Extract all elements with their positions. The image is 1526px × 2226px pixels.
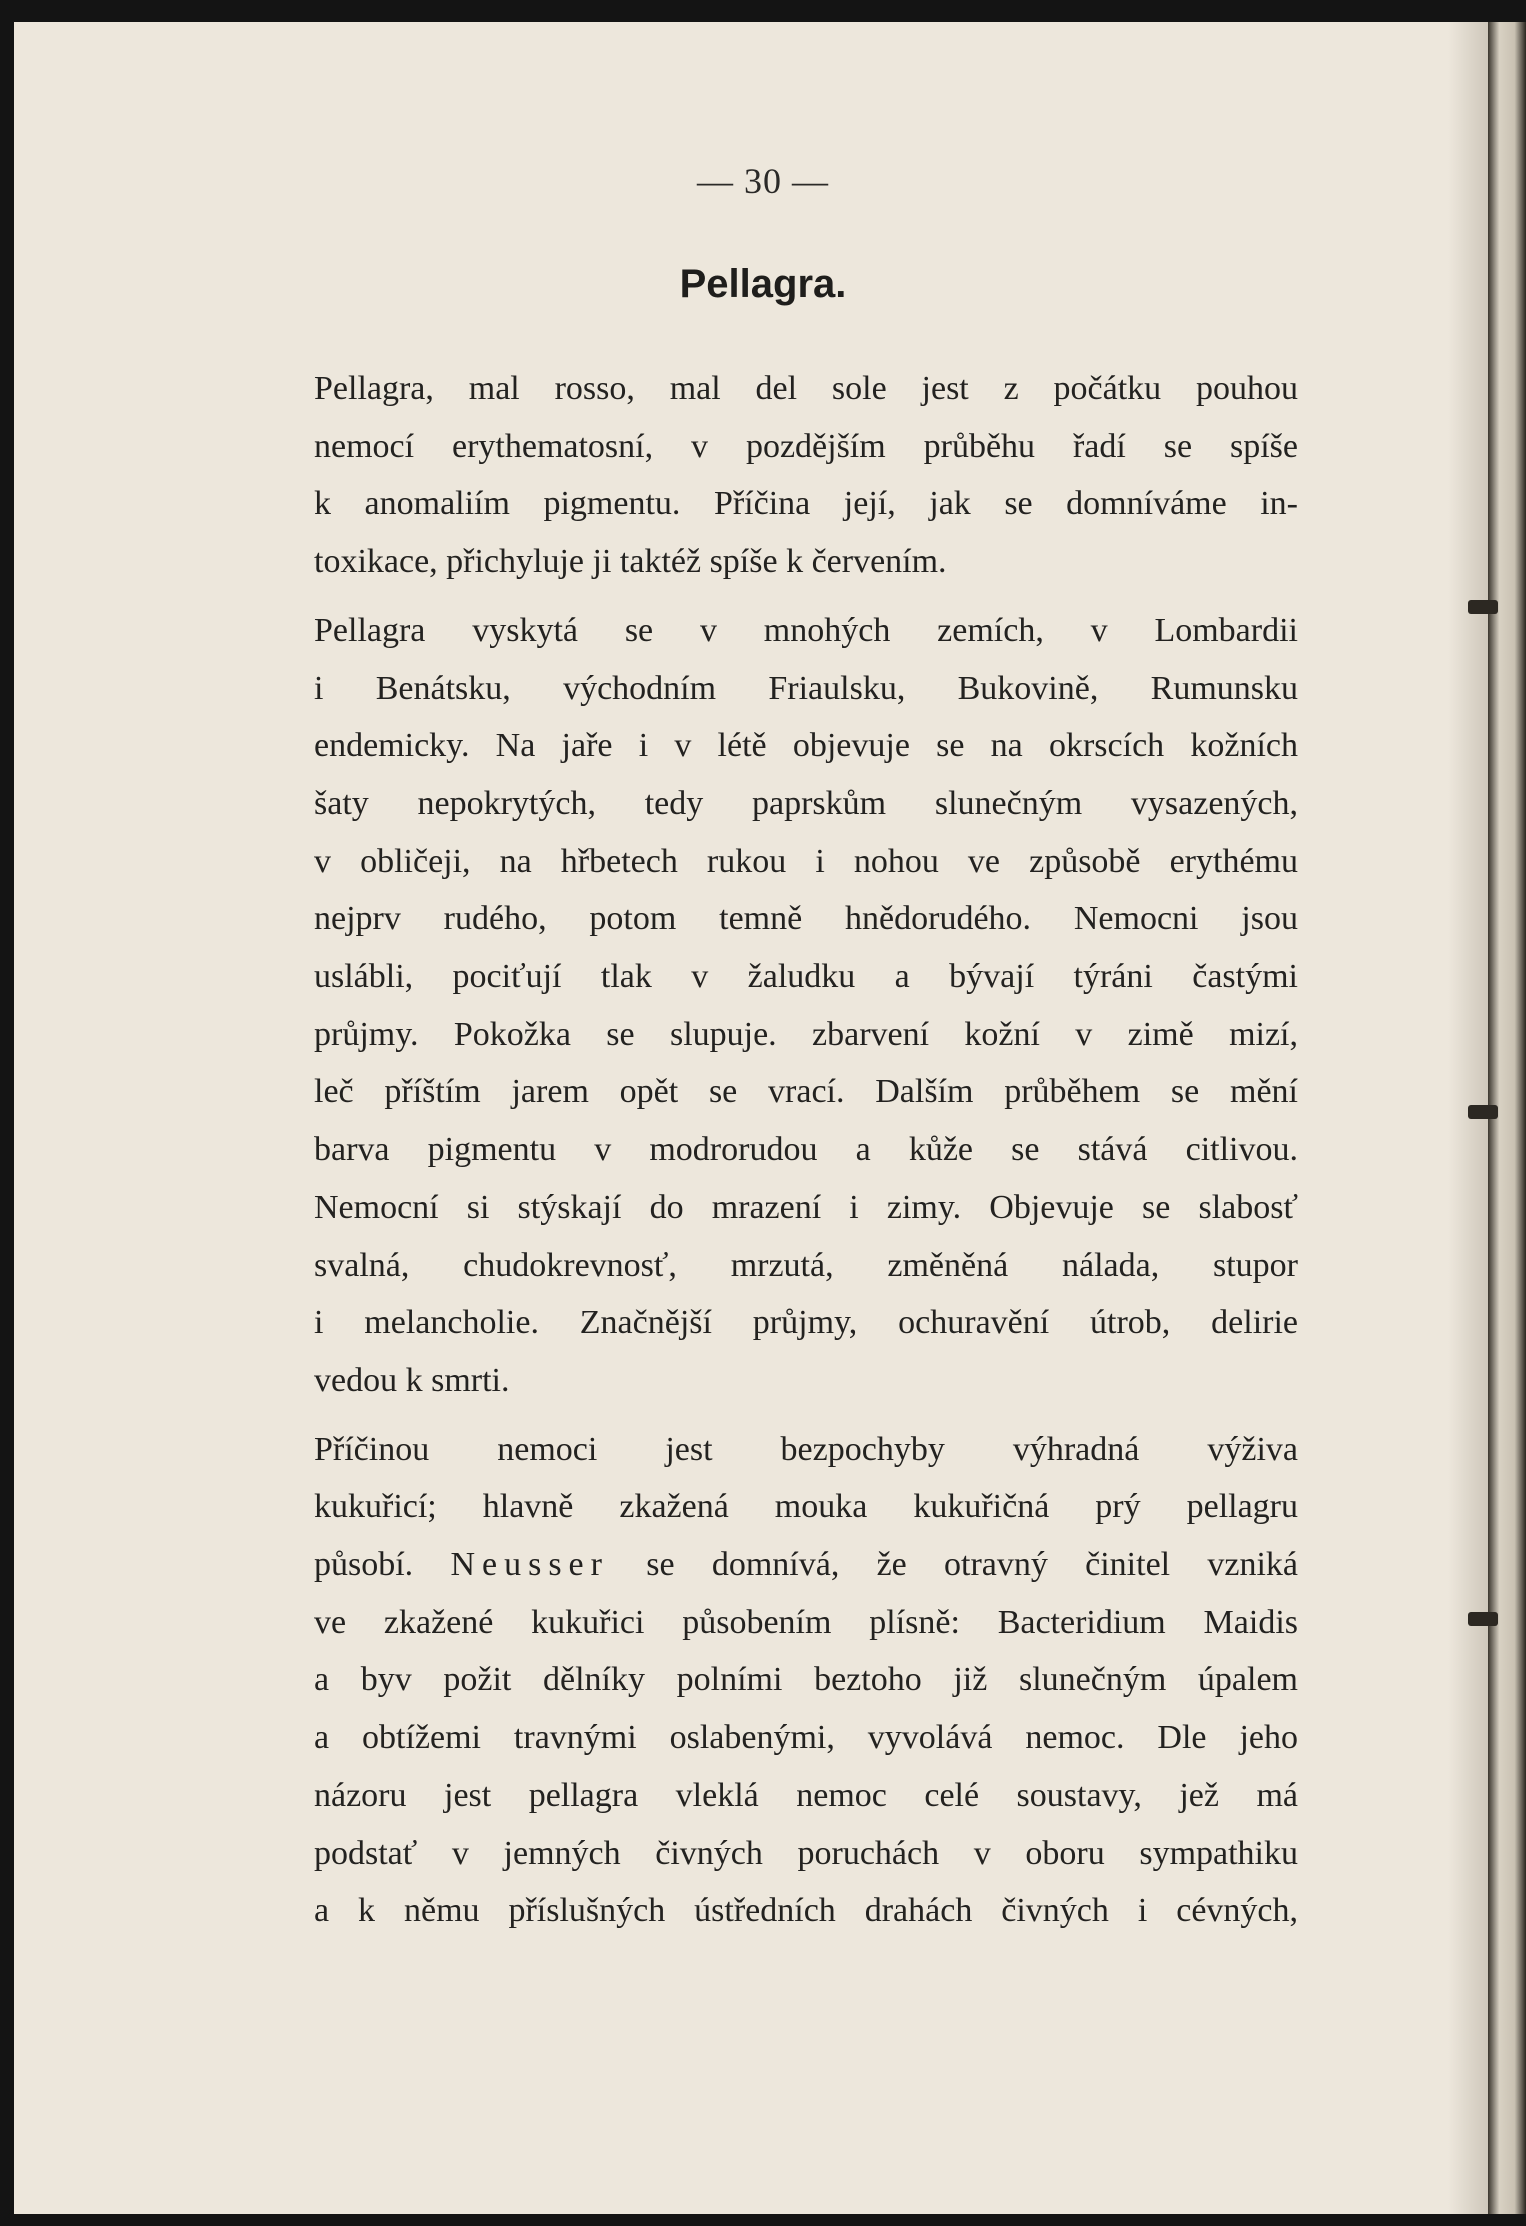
body-text [228,360,1298,1940]
text-line: názoru jest pellagra vleklá nemoc celé soustavy, jež má [314,1776,1298,1814]
text-line: a k němu příslušných ústředních drahách čivných i cévných, [314,1892,1298,1930]
text-line: kukuřicí; hlavně zkažená mouka kukuřičná prý pellagru [314,1488,1298,1526]
text-line: svalná, chudokrevnosť, mrzutá, změněná nálada, stupor [314,1246,1298,1284]
page-number: — 30 — [697,161,829,201]
text-line: endemicky. Na jaře i v létě objevuje se na okrscích kožních [314,727,1298,765]
text-line: Nemocní si stýskají do mrazení i zimy. Objevuje se slabosť [314,1188,1298,1226]
text-line: vedou k smrti. [314,1361,510,1399]
text-fragment: se domnívá, že otravný činitel vzniká [646,1546,1298,1584]
text-line: a obtížemi travnými oslabenými, vyvolává nemoc. Dle jeho [314,1719,1298,1757]
paragraph-1 [228,360,1298,591]
text-line: průjmy. Pokožka se slupuje. zbarvení kožní v zimě mizí, [314,1015,1298,1053]
text-line: Pellagra, mal rosso, mal del sole jest z počátku pouhou [314,370,1298,407]
text-line: nemocí erythematosní, v pozdějším průběhu řadí se spíše [314,427,1298,465]
text-line: i Benátsku, východním Friaulsku, Bukovině, Rumunsku [314,669,1298,707]
author-name-spaced: Neusser [450,1546,609,1584]
text-line: podstať v jemných čivných poruchách v oboru sympathiku [314,1834,1298,1872]
binding-mark [1468,1612,1498,1626]
text-line: ve zkažené kukuřici působením plísně: Bacteridium Maidis [314,1603,1298,1641]
text-line: a byv požit dělníky polními beztoho již slunečným úpalem [314,1661,1298,1699]
text-line: v obličeji, na hřbetech rukou i nohou ve způsobě erythému [314,842,1298,880]
text-line [228,1536,1298,1594]
text-line: nejprv rudého, potom temně hnědorudého. Nemocni jsou [314,900,1298,938]
text-line: Pellagra vyskytá se v mnohých zemích, v Lombardii [314,611,1298,649]
paragraph-2 [228,602,1298,1410]
text-fragment: působí. [314,1546,414,1584]
binding-mark [1468,600,1498,614]
text-line: k anomaliím pigmentu. Příčina její, jak se domníváme in- [314,485,1298,523]
text-line: Příčinou nemoci jest bezpochyby výhradná výživa [314,1430,1298,1468]
text-line: barva pigmentu v modrorudou a kůže se stává citlivou. [314,1131,1298,1169]
text-line: uslábli, pociťují tlak v žaludku a bývají týráni častými [314,958,1298,996]
binding-mark [1468,1105,1498,1119]
text-line: toxikace, přichyluje ji taktéž spíše k červením. [314,543,947,581]
chapter-heading: Pellagra. [679,262,847,306]
text-line: šaty nepokrytých, tedy paprskům slunečným vysazených, [314,784,1298,822]
paragraph-3 [228,1421,1298,1940]
text-line: i melancholie. Značnější průjmy, ochuravění útrob, delirie [314,1304,1298,1342]
text-line: leč příštím jarem opět se vrací. Dalším průběhem se mění [314,1073,1298,1111]
